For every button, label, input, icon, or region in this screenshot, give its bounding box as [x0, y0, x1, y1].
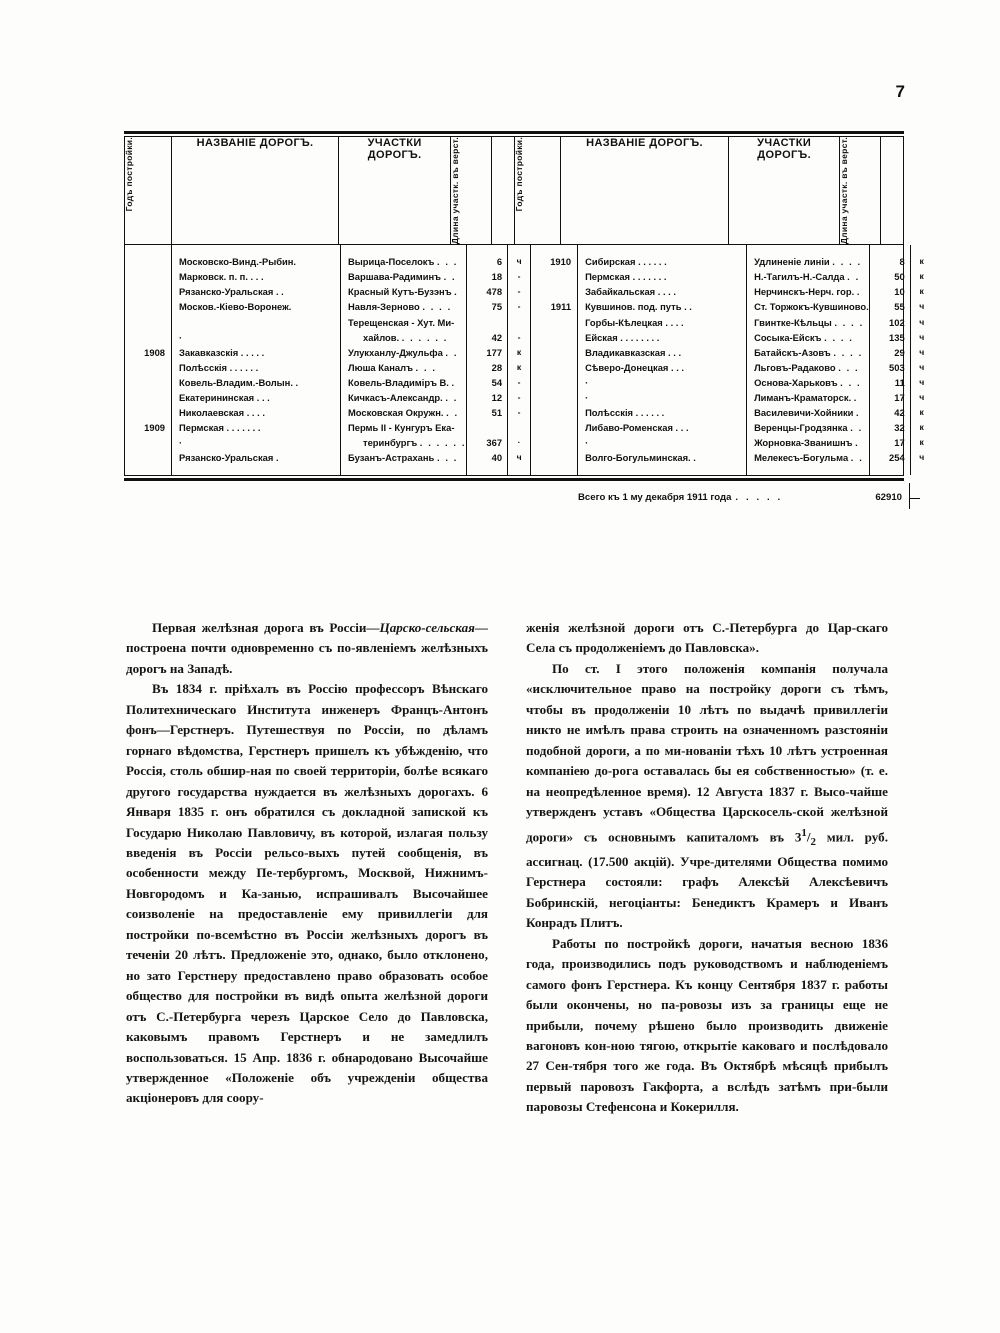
table-row: 54 — [491, 376, 503, 388]
table-row: - — [517, 286, 521, 297]
table-row: хайлов. . . . . . . — [363, 331, 448, 343]
table-row — [125, 375, 171, 390]
table-row: ч — [919, 392, 925, 403]
rows-section-left — [341, 245, 466, 475]
table-row: Екатерининская . . . — [179, 392, 270, 404]
table-row: Навля-Зерново . . . . — [348, 301, 452, 313]
table-row: 29 — [894, 346, 905, 358]
table-row — [531, 360, 577, 375]
column-length-left — [450, 137, 491, 244]
rows-year-right — [531, 245, 577, 475]
rows-road-right — [578, 245, 746, 475]
table-row: 12 — [491, 392, 503, 404]
rows-length-left — [467, 245, 507, 475]
text-column-left — [126, 618, 488, 1118]
table-row — [125, 450, 171, 465]
table-row: 11 — [894, 376, 905, 388]
table-row: Сосыка-Ейскъ . . . . — [754, 331, 854, 343]
table-row: Ст. Торжокъ-Кувшиново. — [754, 301, 869, 313]
table-row: Льговъ-Радаково . . . — [754, 361, 860, 373]
table-row: к — [919, 286, 924, 297]
table-row — [531, 375, 577, 390]
column-length-right — [839, 137, 880, 244]
table-row: Батайскъ-Азовъ . . . . — [754, 346, 863, 358]
table-row: Основа-Харьковъ . . . — [754, 376, 862, 388]
rows-gauge-left — [508, 245, 530, 475]
table-row — [531, 390, 577, 405]
table-row — [531, 345, 577, 360]
table-row: Ковель-Владим.-Волын. . — [179, 376, 299, 388]
paragraph: женія желѣзной дороги отъ С.-Петербурга до Цар-скаго Села съ продолженіемъ до Павловска». — [526, 620, 888, 656]
table-row: 254 — [889, 452, 905, 464]
table-row — [531, 450, 577, 465]
table-row: Гвинтке-Кѣльцы . . . . — [754, 316, 864, 328]
article-body — [126, 618, 888, 1118]
table-total-row — [578, 492, 908, 503]
table-row: Рязанско-Уральская . — [179, 452, 279, 464]
table-row: Ковель-Владиміръ В. . — [348, 376, 456, 388]
table-row: Марковск. п. п. . . . — [179, 271, 264, 283]
table-row: 50 — [894, 271, 905, 283]
table-row: теринбургъ . . . . . . — [363, 437, 467, 449]
table-row: Московско-Винд.-Рыбин. — [179, 256, 297, 268]
header-length-left: Длина участк. въ верст. — [449, 137, 460, 245]
column-road-right — [560, 137, 728, 244]
table-row: ч — [516, 256, 522, 267]
page-number: 7 — [895, 82, 905, 101]
rows-length-right — [870, 245, 910, 475]
table-row: ч — [919, 376, 925, 387]
table-row — [125, 269, 171, 284]
text-column-right — [526, 618, 888, 1118]
total-label: Всего къ 1 му декабря 1911 года — [578, 492, 732, 503]
header-road-right: НАЗВАНІЕ ДОРОГЪ. — [586, 137, 704, 149]
table-row: - — [517, 392, 521, 403]
header-section-left: УЧАСТКИ ДОРОГЪ. — [367, 137, 422, 161]
table-row: к — [919, 256, 924, 267]
table-row: Ейская . . . . . . . . — [585, 331, 660, 343]
table-bottom-rule — [124, 475, 904, 481]
table-row: ч — [919, 452, 925, 463]
table-row: - — [517, 376, 521, 387]
table-row: Вырица-Поселокъ . . . — [348, 256, 458, 268]
table-row: Н.-Тагилъ-Н.-Салда . . — [754, 271, 860, 283]
table-row — [508, 315, 530, 330]
table-row: ч — [516, 452, 522, 463]
rows-section-right — [747, 245, 869, 475]
table-row: к — [919, 437, 924, 448]
table-row — [125, 360, 171, 375]
table-row: Нерчинскъ-Нерч. гор. . — [754, 286, 862, 298]
table-row: ч — [919, 316, 925, 327]
table-row: к — [516, 361, 522, 372]
table-row: Варшава-Радиминъ . . — [348, 271, 457, 283]
table-row: Пермь II - Кунгуръ Ека- — [348, 422, 455, 434]
table-row: Рязанско-Уральская . . — [179, 286, 284, 298]
table-row: 1908 — [144, 346, 165, 358]
table-row — [531, 435, 577, 450]
table-row: 42 — [491, 331, 503, 343]
table-row — [125, 435, 171, 450]
header-road-left: НАЗВАНІЕ ДОРОГЪ. — [196, 137, 314, 149]
table-row: Терещенская - Хут. Ми- — [348, 316, 455, 328]
total-tick — [909, 483, 910, 509]
table-row: 503 — [889, 361, 905, 373]
table-row: Люша Каналъ . . . — [348, 361, 437, 373]
table-row — [531, 405, 577, 420]
table-row: ч — [919, 361, 925, 372]
table-row: к — [919, 422, 924, 433]
column-road-left — [171, 137, 339, 244]
table-row: к — [919, 271, 924, 282]
table-row: Москов.-Кіево-Воронеж. — [179, 301, 292, 313]
column-gauge-left — [491, 137, 514, 244]
table-row: 367 — [486, 437, 503, 449]
table-row: Сибирская . . . . . . — [585, 256, 667, 268]
table-row: Жорновка-Званишнъ . — [754, 437, 860, 449]
table-row: · — [179, 437, 183, 449]
table-row: к — [919, 407, 924, 418]
table-row: 6 — [496, 256, 503, 268]
total-dots: . . . . . — [735, 492, 783, 503]
table-row: 17 — [894, 437, 905, 449]
table-row — [531, 330, 577, 345]
table-row: · — [179, 331, 183, 343]
table-row — [508, 420, 530, 435]
table-row: Василевичи-Хойники . — [754, 407, 861, 419]
table-row: Улукханлу-Джульфа . . — [348, 346, 459, 358]
total-dash — [910, 498, 920, 499]
table-row — [125, 284, 171, 299]
table-row: 102 — [889, 316, 905, 328]
paragraph: Первая желѣзная дорога въ Россіи—Царско-сельская— построена почти одновременно съ по-явленіемъ желѣзныхъ дорогъ на Западѣ. — [126, 620, 488, 676]
table-row: Московская Окружн. . . — [348, 407, 459, 419]
table-half-right — [514, 137, 904, 244]
table-row: 135 — [889, 331, 905, 343]
table-row: ч — [919, 301, 925, 312]
rows-road-left — [172, 245, 340, 475]
table-row — [531, 269, 577, 284]
table-row: - — [517, 331, 521, 342]
table-row: Лиманъ-Краматорск. . — [754, 392, 858, 404]
table-row: 1911 — [550, 301, 572, 313]
table-row: 10 — [894, 286, 905, 298]
table-row: Николаевская . . . . — [179, 407, 265, 419]
table-row: 177 — [486, 346, 503, 358]
table-body — [124, 137, 904, 244]
table-row: 40 — [491, 452, 503, 464]
table-row — [125, 315, 171, 330]
table-row: Закавказскія . . . . . — [179, 346, 265, 358]
header-year-left: Годъ постройки. — [124, 137, 134, 212]
table-row: Красный Кутъ-Бузэнъ . — [348, 286, 459, 298]
table-row: Веренцы-Гродзянка . . — [754, 422, 863, 434]
table-row — [125, 405, 171, 420]
table-row: - — [517, 271, 521, 282]
table-row: ч — [919, 346, 925, 357]
table-row: Владикавказская . . . — [585, 346, 682, 358]
table-row — [172, 315, 340, 330]
column-section-left — [338, 137, 450, 244]
table-row: Бузанъ-Астрахань . . . — [348, 452, 458, 464]
table-rows-area — [124, 244, 925, 475]
table-row — [467, 420, 507, 435]
paragraph: По ст. I этого положенія компанія получала «исключительное право на постройку дороги съ тѣмъ, чтобы въ продолженіи 10 лѣтъ по выдачѣ привиллегіи никто не имѣлъ права строить на означенномъ разстояніи подобной дороги, а по ми-нованіи тѣхъ 10 лѣтъ устроенная компаніею до-рога оставалась бы ея собственностью» (т. е. на неопредѣленное время). 12 Августа 1837 г. Высо-чайше утвержденъ уставъ «Общества Царскосель-ской желѣзной дороги» съ основнымъ капиталомъ въ $3^1/_2$ мил. руб. ассигнац. (17.500 акцій). Учре-дителями Общества помимо Герстнера состояли: графъ Алексѣй Алексѣевичъ Бобринскій, негоціанты: Бенедиктъ Крамеръ и Иванъ Конрадъ Плитъ. — [526, 660, 888, 931]
table-row — [125, 299, 171, 314]
table-row: 42 — [894, 407, 905, 419]
railway-table — [124, 131, 925, 481]
table-row: Кувшинов. под. путь . . — [585, 301, 692, 313]
table-row: Сѣверо-Донецкая . . . — [585, 361, 685, 373]
table-row: - — [517, 301, 521, 312]
table-row: · — [517, 437, 521, 448]
table-row: Мелекесъ-Богульма . . — [754, 452, 864, 464]
table-row: · — [585, 392, 589, 404]
paragraph: Въ 1834 г. пріѣхалъ въ Россію профессоръ Вѣнскаго Политехническаго Института инженеръ Францъ-Антонъ фонъ—Герстнеръ. Путешествуя по Россіи, по дѣламъ горнаго вѣдомства, Герстнеръ пришелъ къ убѣжденію, что Россія, столь обшир-ная по своей территоріи, болѣе всякаго другого государства нуждается въ желѣзныхъ дорогахъ. 6 Января 1835 г. онъ обратился съ докладной запиской къ Государю Николаю Павловичу, въ которой, излагая пользу введенія въ Россіи рельсо-выхъ путей сообщенія, въ особенности между Пе-тербургомъ, Москвой, Нижнимъ-Новгородомъ и Ка-занью, испрашивалъ Высочайшее соизволеніе на предоставленіе ему привиллегіи для постройки по-всемѣстно въ Россіи желѣзныхъ дорогъ въ теченіи 20 лѣтъ. Предложеніе это, однако, было отклонено, но зато Герстнеру предоставлено право образовать особое общество для постройки въ видѣ опыта желѣзной дороги отъ С.-Петербурга черезъ Царское Село до Павловска, каковымъ правомъ Герстнеръ и не замедлилъ воспользоваться. 15 Апр. 1836 г. обнародовано Высочайше утвержденное «Положеніе объ учрежденіи общества акціонеровъ для соору- — [126, 681, 488, 1106]
table-row: к — [516, 346, 522, 357]
table-row: ч — [919, 331, 925, 342]
table-row: Пермская . . . . . . . — [179, 422, 261, 434]
table-row — [531, 315, 577, 330]
table-row — [125, 390, 171, 405]
table-row: 1909 — [144, 422, 165, 434]
column-section-right — [728, 137, 840, 244]
rows-gauge-right — [911, 245, 933, 475]
rows-half-left — [125, 245, 530, 475]
table-row: Либаво-Роменская . . . — [585, 422, 689, 434]
table-row — [467, 315, 507, 330]
rows-year-left — [125, 245, 171, 475]
table-row: Пермская . . . . . . . — [585, 271, 667, 283]
table-row: 51 — [491, 407, 503, 419]
header-year-right: Годъ постройки. — [513, 137, 524, 212]
header-length-right: Длина участк. въ верст. — [839, 137, 850, 245]
table-row: 75 — [491, 301, 503, 313]
table-row: Удлиненіе линіи . . . . — [754, 256, 862, 268]
table-row: · — [585, 376, 589, 388]
table-row — [531, 284, 577, 299]
table-row: 8 — [899, 256, 905, 268]
table-row: Волго-Богульминская. . — [585, 452, 696, 464]
table-row: 32 — [894, 422, 905, 434]
header-section-right: УЧАСТКИ ДОРОГЪ. — [757, 137, 812, 161]
table-row: · — [585, 437, 589, 449]
table-row — [531, 420, 577, 435]
table-row — [125, 254, 171, 269]
column-year-right — [515, 137, 561, 244]
table-row: Горбы-Кѣлецкая . . . . — [585, 316, 684, 328]
rows-half-right — [530, 245, 933, 475]
table-row: 55 — [894, 301, 905, 313]
table-row — [125, 330, 171, 345]
total-value: 62910 — [875, 492, 902, 503]
table-row: Кичкасъ-Александр. . . — [348, 392, 458, 404]
paragraph: Работы по постройкѣ дороги, начатыя весною 1836 года, производились подъ руководствомъ и наблюденіемъ самого фонъ Герстнера. Къ концу Сентября 1837 г. работы были окончены, но па-ровозы изъ за границы еще не прибыли, почему рѣшено было производить движеніе вагоновъ кон-ною тягою, открытіе каковаго и послѣдовало 27 Сен-тября того же года. Въ Октябрѣ мѣсяцѣ прибылъ первый паровозъ Гакфорта, а вслѣдъ затѣмъ при-были паровозы Стефенсона и Кокерилля. — [526, 935, 888, 1115]
table-row: Забайкальская . . . . — [585, 286, 676, 298]
column-gauge-right — [880, 137, 903, 244]
table-row: Полѣсскія . . . . . . — [179, 361, 259, 373]
column-year-left — [125, 137, 171, 244]
table-half-left — [125, 137, 514, 244]
table-row: 18 — [491, 271, 503, 283]
table-row: 17 — [894, 392, 905, 404]
table-row: 478 — [486, 286, 503, 298]
table-row: Полѣсскія . . . . . . — [585, 407, 665, 419]
table-row: 1910 — [550, 256, 572, 268]
table-row: - — [517, 407, 521, 418]
table-row: 28 — [491, 361, 503, 373]
